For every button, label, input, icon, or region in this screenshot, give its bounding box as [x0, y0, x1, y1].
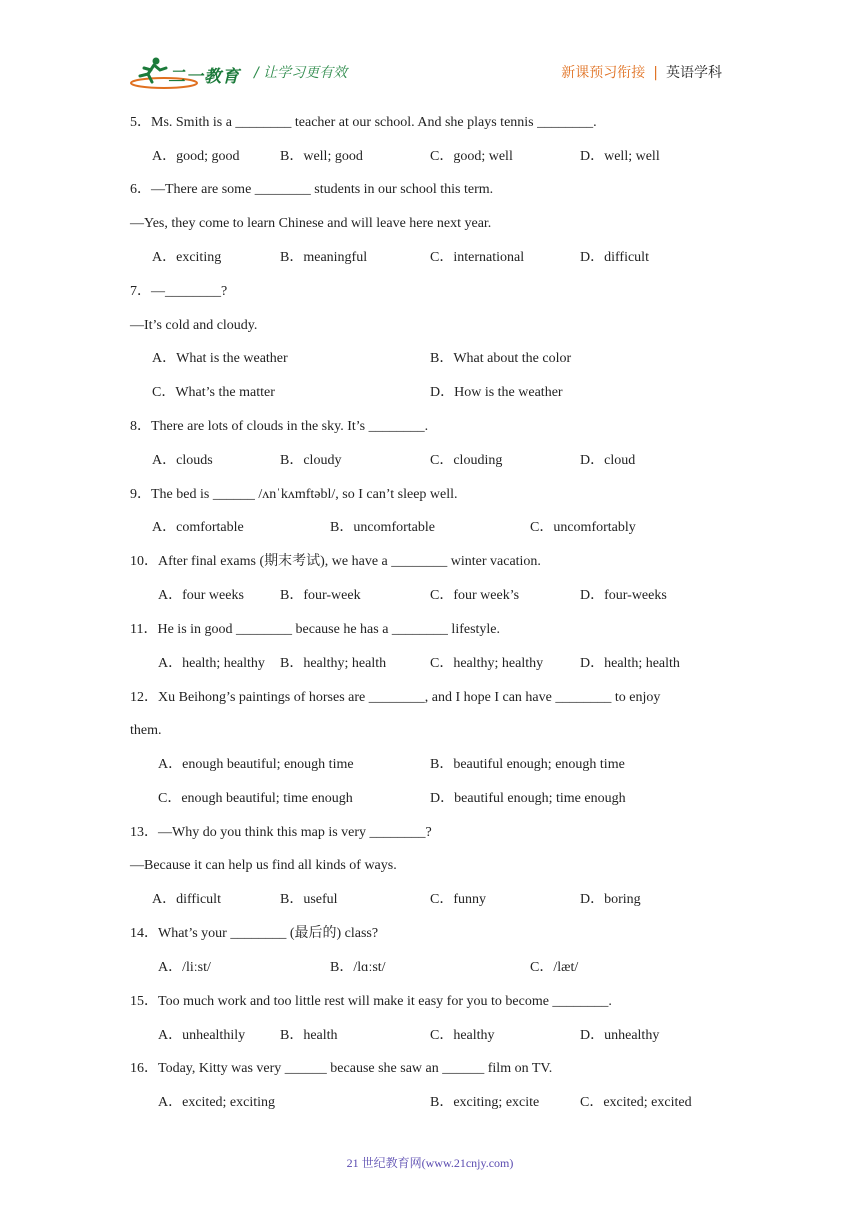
- course-label: 新课预习衔接: [561, 65, 646, 81]
- option-d: D．cloud: [580, 453, 636, 468]
- question-stem-reply: —Because it can help us find all kinds of ways.: [130, 858, 397, 873]
- option-a: A．comfortable: [152, 520, 244, 535]
- option-b: B．uncomfortable: [330, 520, 435, 535]
- option-d: D．How is the weather: [430, 385, 563, 400]
- question-stem: 16．Today, Kitty was very ______ because she saw an ______ film on TV.: [130, 1061, 553, 1076]
- option-d: D．well; well: [580, 149, 660, 164]
- option-d: D．difficult: [580, 250, 649, 265]
- option-c: C．excited; excited: [580, 1095, 692, 1110]
- question-stem-continued: them.: [130, 723, 162, 738]
- option-b: B．beautiful enough; enough time: [430, 757, 625, 772]
- option-c: C．four week’s: [430, 588, 520, 603]
- question-stem: 12．Xu Beihong’s paintings of horses are ________, and I hope I can have ________ to enjoy: [130, 690, 661, 705]
- question-stem: 13．—Why do you think this map is very ________?: [130, 825, 432, 840]
- logo-text: 二一教育: [168, 67, 240, 87]
- option-c: C．healthy; healthy: [430, 656, 544, 671]
- option-d: D．boring: [580, 892, 641, 907]
- option-a: A．four weeks: [158, 588, 244, 603]
- option-c: C．international: [430, 250, 525, 265]
- option-b: B．exciting; excite: [430, 1095, 540, 1110]
- option-b: B．useful: [280, 892, 338, 907]
- option-c: C．/læt/: [530, 960, 579, 975]
- question-stem: 9．The bed is ______ /ʌnˈkʌmftəbl/, so I can’t sleep well.: [130, 487, 458, 502]
- option-a: A．/liːst/: [158, 960, 211, 975]
- option-b: B．healthy; health: [280, 656, 387, 671]
- header-course-info: [561, 62, 722, 82]
- option-c: C．good; well: [430, 149, 513, 164]
- question-stem: 15．Too much work and too little rest will make it easy for you to become ________.: [130, 994, 612, 1009]
- question-stem: 10．After final exams (期末考试), we have a ________ winter vacation.: [130, 554, 541, 569]
- option-a: A．good; good: [152, 149, 240, 164]
- option-b: B．meaningful: [280, 250, 368, 265]
- option-c: C．enough beautiful; time enough: [158, 791, 353, 806]
- question-stem: 7．—________?: [130, 284, 228, 299]
- option-b: B．well; good: [280, 149, 363, 164]
- option-c: C．funny: [430, 892, 486, 907]
- option-b: B．/lɑːst/: [330, 960, 386, 975]
- question-stem: 14．What’s your ________ (最后的) class?: [130, 926, 379, 941]
- option-b: B．four-week: [280, 588, 361, 603]
- question-stem: 6．—There are some ________ students in our school this term.: [130, 182, 494, 197]
- question-stem: 5．Ms. Smith is a ________ teacher at our school. And she plays tennis ________.: [130, 115, 597, 130]
- option-a: A．health; healthy: [158, 656, 265, 671]
- option-a: A．clouds: [152, 453, 213, 468]
- option-a: A．excited; exciting: [158, 1095, 276, 1110]
- option-d: D．health; health: [580, 656, 680, 671]
- option-d: D．four-weeks: [580, 588, 667, 603]
- question-stem-reply: —Yes, they come to learn Chinese and will leave here next year.: [130, 216, 492, 231]
- option-a: A．unhealthily: [158, 1028, 246, 1043]
- question-stem: 8．There are lots of clouds in the sky. It’s ________.: [130, 419, 429, 434]
- option-a: A．What is the weather: [152, 351, 288, 366]
- header-separator: |: [653, 65, 658, 81]
- question-stem-reply: —It’s cold and cloudy.: [130, 318, 258, 333]
- subject-label: 英语学科: [666, 65, 722, 81]
- option-b: B．What about the color: [430, 351, 572, 366]
- question-stem: 11．He is in good ________ because he has a ________ lifestyle.: [130, 622, 501, 637]
- option-b: B．health: [280, 1028, 338, 1043]
- option-c: C．What’s the matter: [152, 385, 275, 400]
- option-c: C．healthy: [430, 1028, 495, 1043]
- option-c: C．uncomfortably: [530, 520, 636, 535]
- page-footer: 21 世纪教育网(www.21cnjy.com): [346, 1156, 514, 1170]
- header-slogan: / 让学习更有效: [254, 65, 348, 81]
- option-a: A．difficult: [152, 892, 221, 907]
- option-d: D．beautiful enough; time enough: [430, 791, 626, 806]
- page-header: [0, 0, 860, 100]
- option-d: D．unhealthy: [580, 1028, 660, 1043]
- option-a: A．enough beautiful; enough time: [158, 757, 354, 772]
- option-c: C．clouding: [430, 453, 503, 468]
- option-b: B．cloudy: [280, 453, 342, 468]
- option-a: A．exciting: [152, 250, 222, 265]
